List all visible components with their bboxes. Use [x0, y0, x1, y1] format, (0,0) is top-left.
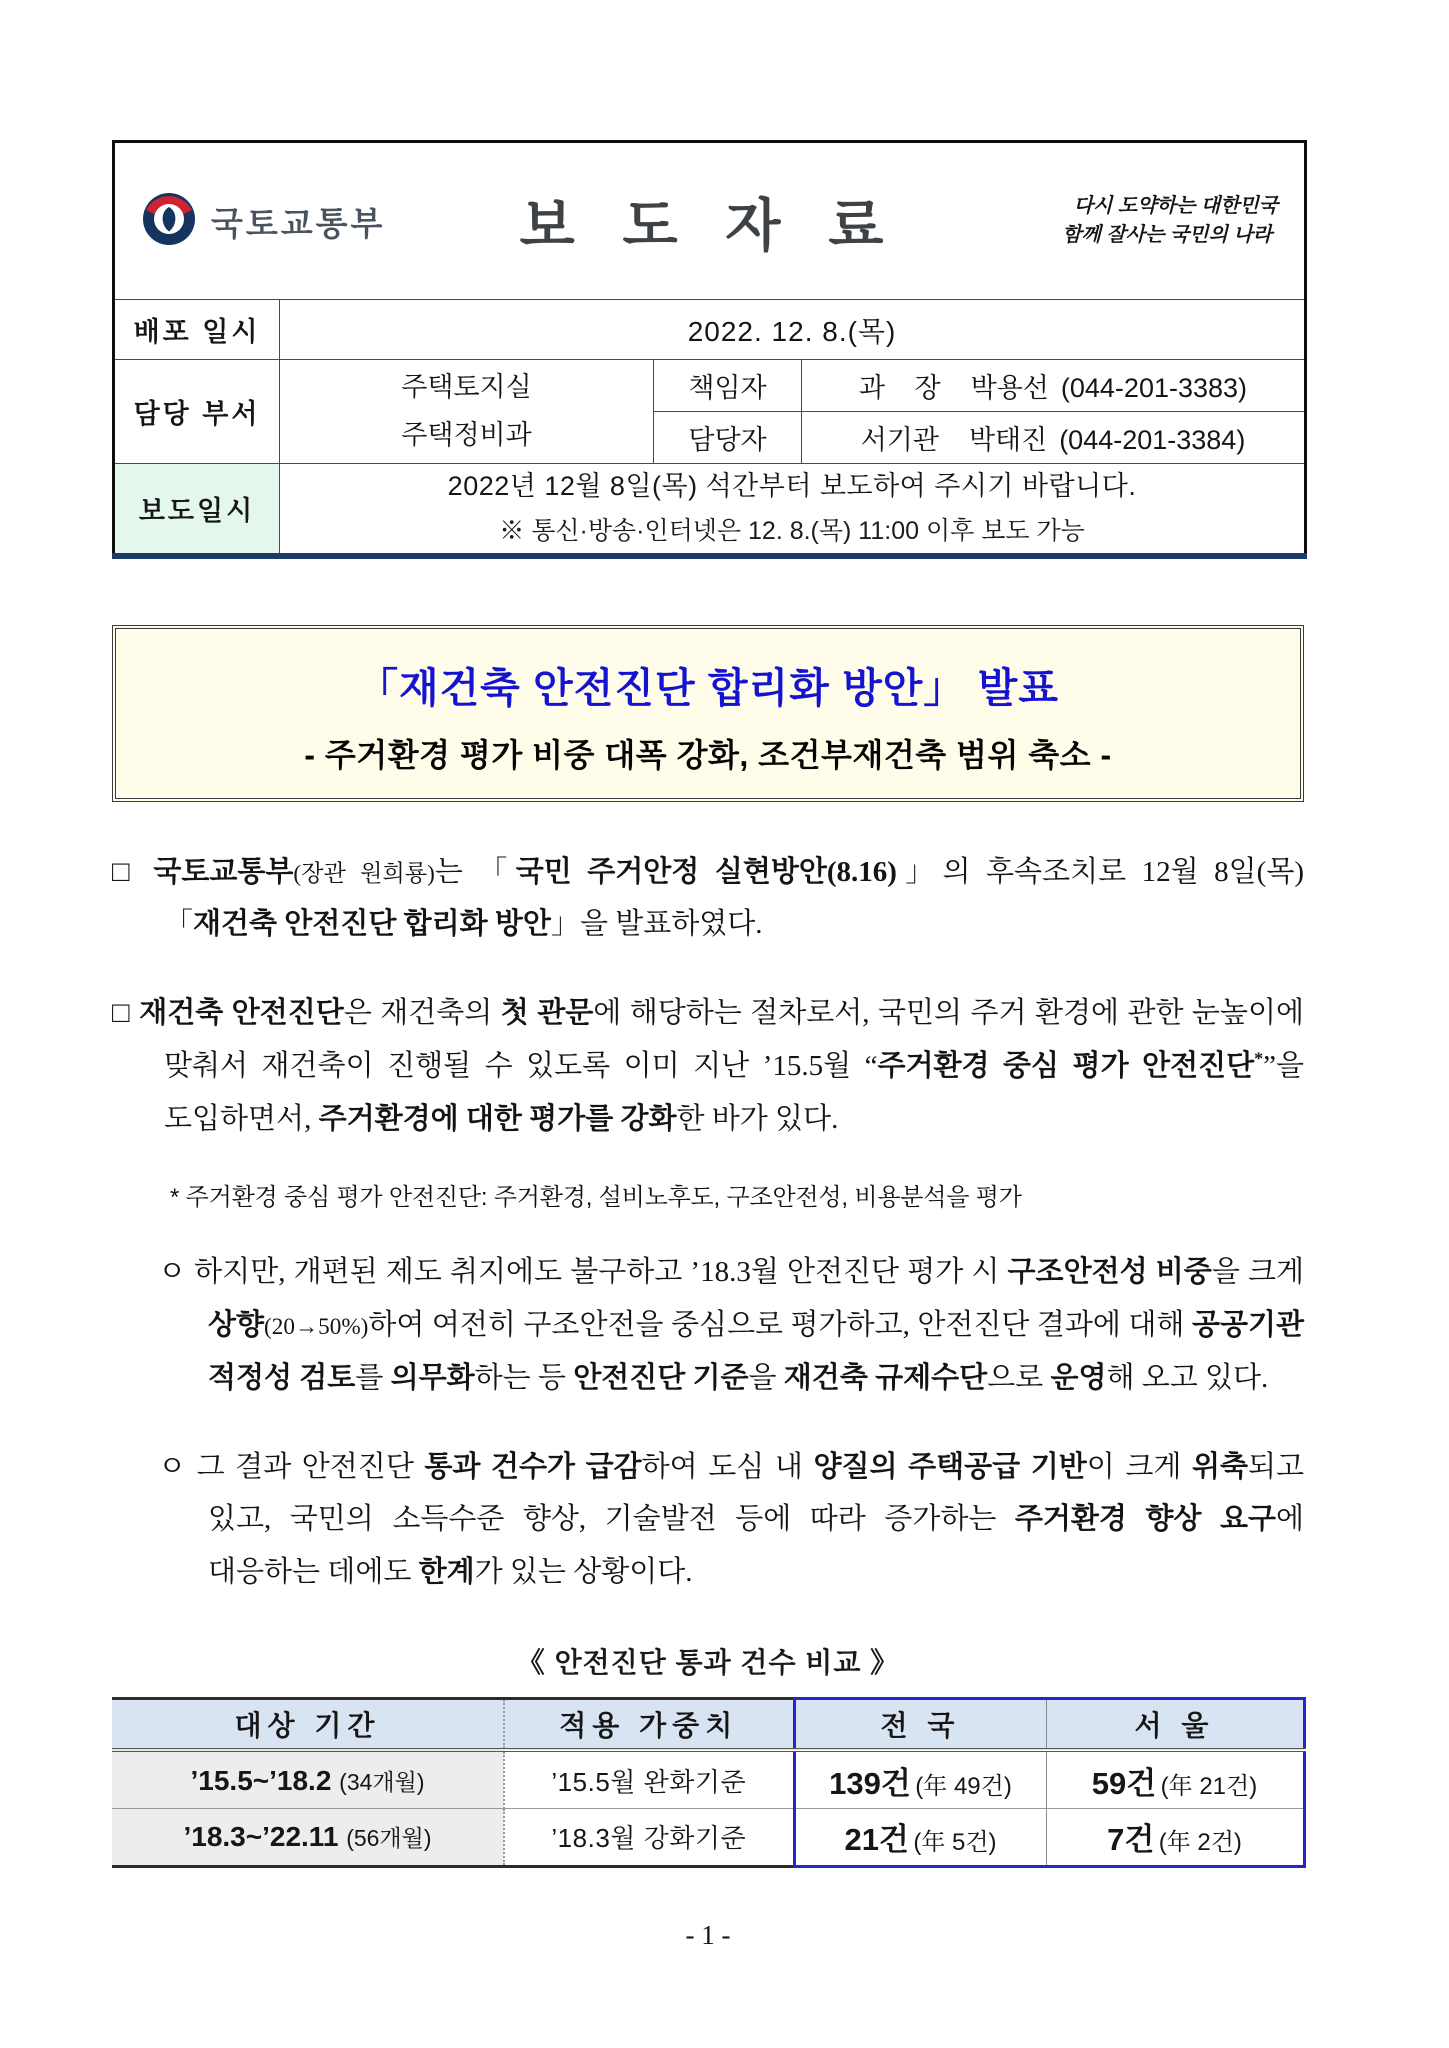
col-header-period: 대상 기간: [112, 1698, 504, 1750]
cell-standard: ’15.5월 완화기준: [504, 1750, 794, 1808]
embargo-line1: 2022년 12월 8일(목) 석간부터 보도하여 주시기 바랍니다.: [447, 471, 1137, 502]
manager-name: 박태진: [968, 425, 1048, 455]
cell-standard: ’18.3월 강화기준: [504, 1808, 794, 1866]
comparison-table: [112, 1697, 1306, 1868]
headline-box: [112, 625, 1304, 802]
slogan-line1: 다시 도약하는 대한민국: [1073, 195, 1279, 217]
col-header-standard: 적용 가중치: [504, 1698, 794, 1750]
embargo-notice: [280, 464, 1306, 556]
table-header-row: [112, 1698, 1304, 1750]
department-label: 담당 부서: [114, 360, 280, 464]
responsible-rank: 과 장: [858, 373, 941, 403]
paragraph-2: □ 재건축 안전진단은 재건축의 첫 관문에 해당하는 절차로서, 국민의 주거 환경에 관한 눈높이에 맞춰서 재건축이 진행될 수 있도록 이미 지난 ’15.5월 “주거환경 중심 평가 안전진단*”을 도입하면서, 주거환경에 대한 평가를 강화한 바가 있다.: [112, 997, 1305, 1135]
department-division: 주택정비과: [401, 419, 532, 450]
cell-period: ’15.5~’18.2 (34개월): [112, 1750, 504, 1808]
cell-period: ’18.3~’22.11 (56개월): [112, 1808, 504, 1866]
cell-national: 21건 (年 5건): [794, 1808, 1046, 1866]
slogan-line2: 함께 잘사는 국민의 나라: [1062, 224, 1273, 246]
responsible-name: 박용선: [970, 373, 1049, 403]
col-header-seoul: 서 울: [1046, 1698, 1304, 1750]
manager-rank: 서기관: [860, 425, 939, 455]
page-number: - 1 -: [685, 1919, 731, 1950]
manager-contact: [802, 412, 1306, 464]
paragraph-4: ㅇ 그 결과 안전진단 통과 건수가 급감하여 도심 내 양질의 주택공급 기반이 크게 위축되고 있고, 국민의 소득수준 향상, 기술발전 등에 따라 증가하는 주거환경 향상 요구에 대응하는 데에도 한계가 있는 상황이다.: [158, 1450, 1304, 1589]
manager-label: 담당자: [654, 412, 802, 464]
doc-type-title: 보 도 자 료: [519, 194, 900, 258]
body-text: [112, 846, 1304, 1599]
responsible-contact: [802, 360, 1306, 412]
paragraph-1: □ 국토교통부(장관 원희룡)는 「국민 주거안정 실현방안(8.16)」의 후속조치로 12월 8일(목) 「재건축 안전진단 합리화 방안」을 발표하였다.: [112, 855, 1304, 941]
government-slogan: [978, 192, 1278, 250]
cell-seoul: 7건 (年 2건): [1046, 1808, 1304, 1866]
manager-phone: (044-201-3384): [1059, 425, 1246, 455]
headline-subtitle: - 주거환경 평가 비중 대폭 강화, 조건부재건축 범위 축소 -: [304, 736, 1112, 773]
paragraph-3: ㅇ 하지만, 개편된 제도 취지에도 불구하고 ’18.3월 안전진단 평가 시 구조안전성 비중을 크게 상향(20→50%)하여 여전히 구조안전을 중심으로 평가하고, 안전진단 결과에 대해 공공기관 적정성 검토를 의무화하는 등 안전진단 기준을 재건축 규제수단으로 운영해 오고 있다.: [158, 1256, 1305, 1394]
headline-title: 「재건축 안전진단 합리화 방안」 발표: [356, 664, 1060, 711]
table-row: [112, 1808, 1304, 1866]
molit-logo: [141, 191, 441, 252]
col-header-national: 전 국: [794, 1698, 1046, 1750]
department-names: [280, 360, 654, 464]
release-date-label: 배포 일시: [114, 300, 280, 360]
cell-national: 139건 (年 49건): [794, 1750, 1046, 1808]
embargo-line2: ※ 통신·방송·인터넷은 12. 8.(목) 11:00 이후 보도 가능: [499, 516, 1085, 545]
embargo-label: 보도일시: [114, 464, 280, 556]
molit-taegeuk-icon: [141, 191, 197, 252]
table-row: [112, 1750, 1304, 1808]
department-office: 주택토지실: [401, 372, 532, 403]
agency-name: 국토교통부: [211, 204, 386, 242]
release-date-value: 2022. 12. 8.(목): [280, 300, 1306, 360]
table-caption: 《 안전진단 통과 건수 비교 》: [516, 1646, 900, 1678]
masthead-table: [112, 140, 1307, 559]
responsible-label: 책임자: [654, 360, 802, 412]
responsible-phone: (044-201-3383): [1060, 373, 1248, 403]
cell-seoul: 59건 (年 21건): [1046, 1750, 1304, 1808]
masthead-top-row: [114, 142, 1306, 300]
document-content: [112, 140, 1304, 1951]
footnote: * 주거환경 중심 평가 안전진단: 주거환경, 설비노후도, 구조안전성, 비용분석을 평가: [170, 1184, 1022, 1212]
